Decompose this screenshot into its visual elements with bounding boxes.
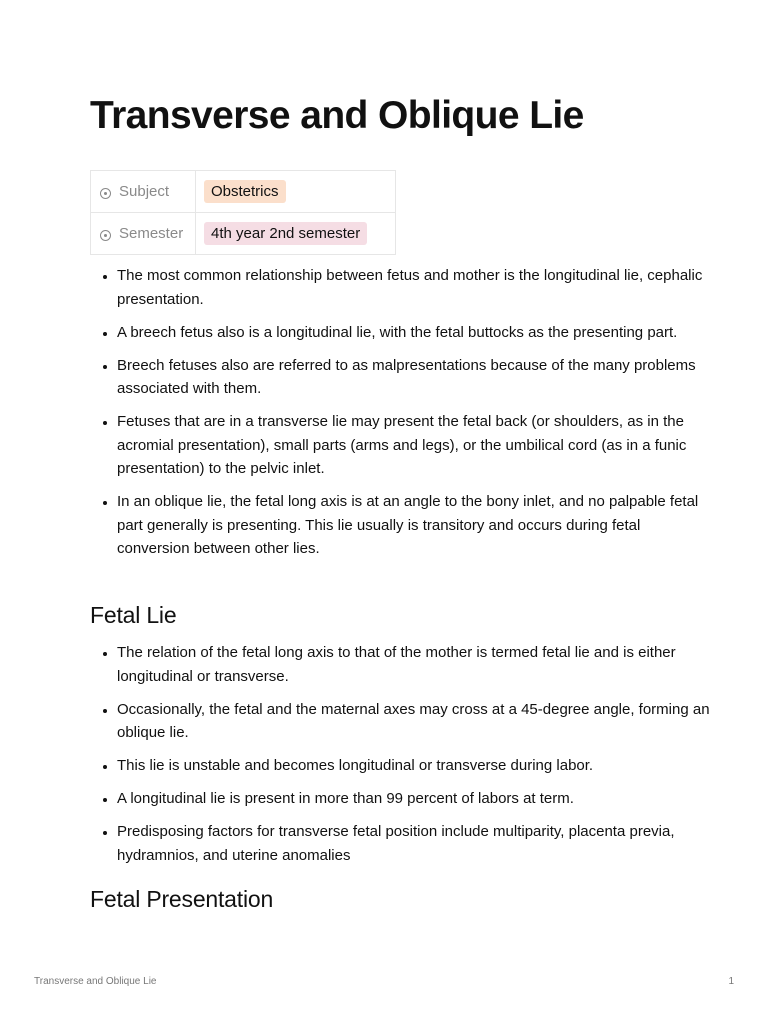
page-title: Transverse and Oblique Lie [90, 94, 584, 137]
footer-document-title: Transverse and Oblique Lie [34, 976, 157, 987]
property-row-subject [91, 171, 396, 213]
list-item: • The relation of the fetal long axis to that of the mother is termed fetal lie and is either longitudinal or transverse. [117, 641, 717, 688]
property-row-semester [91, 213, 396, 255]
property-value-cell[interactable] [196, 213, 396, 255]
list-item: • This lie is unstable and becomes longitudinal or transverse during labor. [117, 754, 717, 778]
list-item: • Predisposing factors for transverse fetal position include multiparity, placenta previa, hydramnios, and uterine anomalies [117, 820, 717, 867]
list-item: • In an oblique lie, the fetal long axis is at an angle to the bony inlet, and no palpable fetal part generally is presenting. This lie usually is transitory and occurs during fetal conversion between other lies. [117, 490, 717, 561]
intro-bullet-list [90, 264, 717, 570]
properties-table [90, 170, 396, 255]
property-key: Semester [119, 225, 184, 242]
property-key-cell [91, 171, 196, 213]
list-item: • Occasionally, the fetal and the maternal axes may cross at a 45-degree angle, forming an oblique lie. [117, 698, 717, 745]
list-item: • Fetuses that are in a transverse lie may present the fetal back (or shoulders, as in the acromial presentation), small parts (arms and legs), or the umbilical cord (as in a funic presentation) to the pelvic inlet. [117, 410, 717, 481]
property-value-cell[interactable] [196, 171, 396, 213]
subject-tag[interactable]: Obstetrics [204, 180, 286, 203]
list-item: • A longitudinal lie is present in more than 99 percent of labors at term. [117, 787, 717, 811]
section-heading-fetal-presentation: Fetal Presentation [90, 886, 274, 912]
section-heading-fetal-lie: Fetal Lie [90, 602, 177, 628]
fetal-lie-bullet-list [90, 641, 717, 877]
list-item: • Breech fetuses also are referred to as malpresentations because of the many problems associated with them. [117, 354, 717, 401]
list-item: • A breech fetus also is a longitudinal lie, with the fetal buttocks as the presenting part. [117, 321, 717, 345]
property-key: Subject [119, 183, 170, 200]
property-key-cell [91, 213, 196, 255]
semester-tag[interactable]: 4th year 2nd semester [204, 222, 367, 245]
select-property-icon [100, 188, 111, 199]
list-item: • The most common relationship between fetus and mother is the longitudinal lie, cephalic presentation. [117, 264, 717, 311]
select-property-icon [100, 230, 111, 241]
footer-page-number: 1 [728, 976, 734, 987]
